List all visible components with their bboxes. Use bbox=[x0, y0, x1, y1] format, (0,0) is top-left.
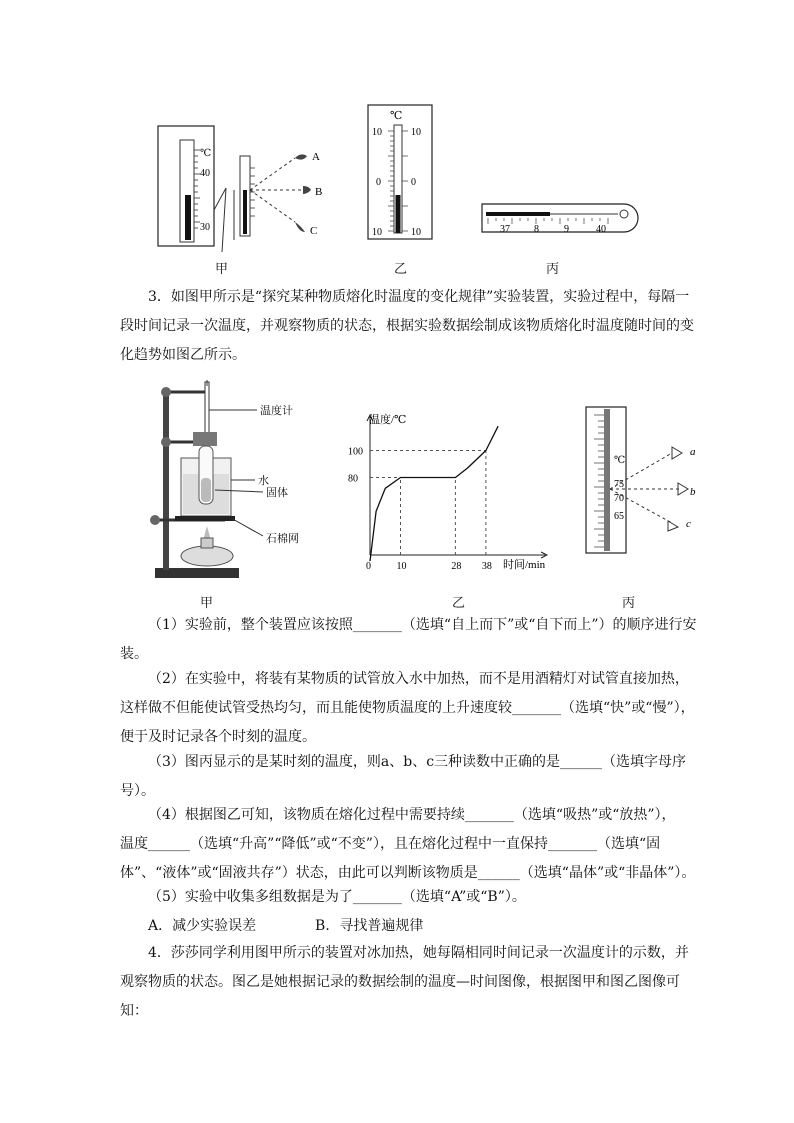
yi-left-tick-2: 0 bbox=[376, 177, 381, 188]
q3-sub3: （3）图丙显示的是某时刻的温度，则a、b、c三种读数中正确的是______（选填字母序号）。 bbox=[120, 754, 687, 799]
bing-scale-8: 8 bbox=[534, 224, 539, 235]
eye-label-b: b bbox=[690, 486, 696, 498]
eye-label-a: a bbox=[690, 446, 696, 458]
caption-yi: 乙 bbox=[394, 262, 408, 277]
yi-right-tick-3: 10 bbox=[411, 227, 421, 238]
label-gauze: 石棉网 bbox=[266, 532, 299, 545]
q3-options bbox=[120, 912, 700, 941]
yi-right-tick-1: 10 bbox=[411, 127, 421, 138]
figure-bing-clinical-thermometer bbox=[478, 198, 642, 238]
option-b: B．寻找普遍规律 bbox=[315, 918, 424, 934]
chart-x-tick-label: 38 bbox=[481, 561, 492, 572]
bing-therm-70: 70 bbox=[614, 493, 624, 504]
thermometer-reading-diagram bbox=[580, 405, 710, 555]
yi-left-tick-3: 10 bbox=[372, 227, 382, 238]
q3-sub4-line2: 温度______（选填“升高”“降低”或“不变”），且在熔化过程中一直保持_______（选填“固体”、“液体”或“固液共存”）状态，由此可以判断该物质是______（选填“晶体”或“非晶体”）。 bbox=[120, 836, 696, 881]
chart-xlabel: 时间/min bbox=[503, 559, 546, 571]
q3-sub4-line1: （4）根据图乙可知，该物质在熔化过程中需要持续_______（选填“吸热”或“放热”）， bbox=[148, 807, 676, 823]
caption-2-jia: 甲 bbox=[200, 596, 214, 611]
bing-scale-37: 37 bbox=[500, 224, 510, 235]
chart-series-line bbox=[370, 426, 498, 561]
bing-therm-65: 65 bbox=[614, 511, 624, 522]
caption-bing: 丙 bbox=[546, 262, 560, 277]
label-thermometer: 温度计 bbox=[260, 404, 293, 417]
eye-b-label: B bbox=[315, 186, 323, 198]
figure-yi-thermometer bbox=[366, 103, 436, 243]
q3-sub2: （2）在实验中，将装有某物质的试管放入水中加热，而不是用酒精灯对试管直接加热，这样做不但能使试管受热均匀，而且能使物质温度的上升速度较_______（选填“快”或“慢”），便于及时记录各个时刻的温度。 bbox=[120, 671, 695, 745]
yi-right-tick-2: 0 bbox=[411, 177, 416, 188]
jia-tick-bottom: 30 bbox=[200, 222, 210, 233]
figure-jia-thermometer-reading bbox=[150, 120, 340, 252]
bing-therm-unit: ℃ bbox=[614, 455, 626, 466]
label-solid: 固体 bbox=[266, 486, 288, 499]
option-a: A．减少实验误差 bbox=[148, 918, 257, 934]
jia-tick-top: 40 bbox=[200, 168, 210, 179]
chart-ylabel: 温度/℃ bbox=[369, 414, 407, 426]
jia-unit: ℃ bbox=[200, 148, 212, 159]
q3-sub5: （5）实验中收集多组数据是为了_______（选填“A”或“B”）。 bbox=[148, 889, 526, 905]
caption-2-yi: 乙 bbox=[452, 596, 466, 611]
eye-label-c: c bbox=[686, 518, 691, 530]
temperature-time-chart bbox=[345, 405, 560, 575]
label-water: 水 bbox=[258, 474, 269, 487]
yi-unit: ℃ bbox=[390, 110, 403, 122]
q4-intro: 4．莎莎同学利用图甲所示的装置对冰加热，她每隔相同时间记录一次温度计的示数，并观察物质的状态。图乙是她根据记录的数据绘制的温度—时间图像，根据图甲和图乙图像可知： bbox=[120, 945, 689, 1019]
chart-x-tick-label: 28 bbox=[451, 561, 462, 572]
chart-x-tick-label: 10 bbox=[396, 561, 407, 572]
eye-c-label: C bbox=[310, 225, 318, 237]
bing-scale-9: 9 bbox=[564, 224, 569, 235]
q3-sub1: （1）实验前，整个装置应该按照_______（选填“自上而下”或“自下而上”）的顺序进行安装。 bbox=[120, 617, 697, 662]
q3-intro: 3．如图甲所示是“探究某种物质熔化时温度的变化规律”实验装置，实验过程中，每隔一段时间记录一次温度，并观察物质的状态，根据实验数据绘制成该物质熔化时温度随时间的变化趋势如图乙所示。 bbox=[120, 289, 694, 363]
chart-y-tick-label: 80 bbox=[348, 473, 358, 485]
caption-jia: 甲 bbox=[215, 262, 229, 277]
bing-therm-75: 75 bbox=[614, 479, 624, 490]
eye-a-label: A bbox=[312, 151, 320, 163]
caption-2-bing: 丙 bbox=[622, 596, 636, 611]
yi-left-tick-1: 10 bbox=[372, 127, 382, 138]
chart-x-tick-label: 0 bbox=[366, 561, 371, 572]
chart-y-tick-label: 100 bbox=[348, 446, 363, 458]
bing-scale-40: 40 bbox=[596, 224, 606, 235]
